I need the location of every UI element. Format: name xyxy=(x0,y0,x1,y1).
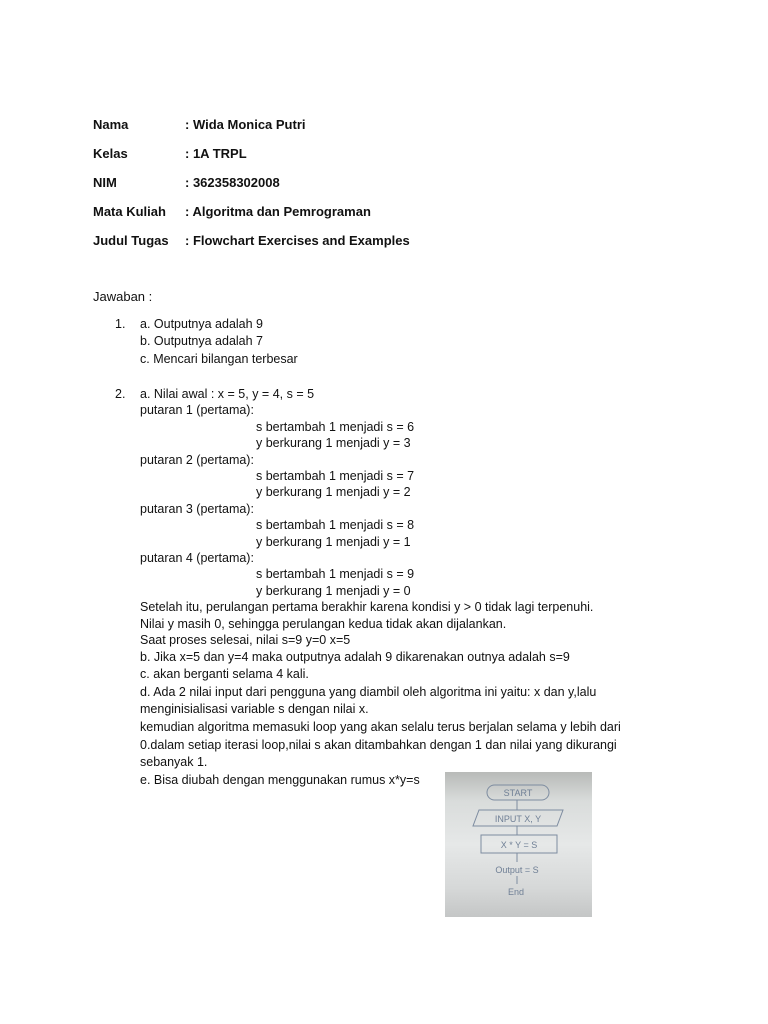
q1-line: b. Outputnya adalah 7 xyxy=(140,334,264,348)
header-label: Nama xyxy=(93,117,129,132)
flowchart-diagram xyxy=(445,772,592,917)
q2-line: Nilai y masih 0, sehingga perulangan kedua tidak akan dijalankan. xyxy=(140,617,507,631)
q1-line: c. Mencari bilangan terbesar xyxy=(140,352,298,366)
q2-line: putaran 1 (pertama): xyxy=(140,403,254,417)
header-label: Mata Kuliah xyxy=(93,204,166,219)
q2-line: s bertambah 1 menjadi s = 8 xyxy=(256,518,415,532)
q2-line: putaran 3 (pertama): xyxy=(140,502,254,516)
q2-line: y berkurang 1 menjadi y = 1 xyxy=(256,535,411,549)
jawaban-heading: Jawaban : xyxy=(93,289,153,304)
q2-line: y berkurang 1 menjadi y = 2 xyxy=(256,485,411,499)
flowchart-end-label: End xyxy=(507,887,525,897)
q2-line: y berkurang 1 menjadi y = 0 xyxy=(256,584,411,598)
q2-line: putaran 4 (pertama): xyxy=(140,551,254,565)
q2-line: b. Jika x=5 dan y=4 maka outputnya adalah 9 dikarenakan outnya adalah s=9 xyxy=(140,650,570,664)
q1-line: a. Outputnya adalah 9 xyxy=(140,317,264,331)
q2-line: 0.dalam setiap iterasi loop,nilai s akan ditambahkan dengan 1 dan nilai yang dikurangi xyxy=(140,738,617,752)
q2-line: Saat proses selesai, nilai s=9 y=0 x=5 xyxy=(140,633,351,647)
q1-number: 1. xyxy=(115,317,126,331)
q2-line: Setelah itu, perulangan pertama berakhir karena kondisi y > 0 tidak lagi terpenuhi. xyxy=(140,600,594,614)
q2-line: e. Bisa diubah dengan menggunakan rumus x*y=s xyxy=(140,773,420,787)
q2-line: a. Nilai awal : x = 5, y = 4, s = 5 xyxy=(140,387,315,401)
flowchart-output-label: Output = S xyxy=(495,865,539,875)
header-value: : Algoritma dan Pemrograman xyxy=(185,204,371,219)
q2-line: s bertambah 1 menjadi s = 6 xyxy=(256,420,415,434)
header-value: : 1A TRPL xyxy=(185,146,247,161)
header-label: NIM xyxy=(93,175,117,190)
flowchart-start-label: START xyxy=(503,788,533,798)
header-label: Judul Tugas xyxy=(93,233,169,248)
q2-line: d. Ada 2 nilai input dari pengguna yang diambil oleh algoritma ini yaitu: x dan y,lalu xyxy=(140,685,597,699)
q2-line: s bertambah 1 menjadi s = 9 xyxy=(256,567,415,581)
q2-line: c. akan berganti selama 4 kali. xyxy=(140,667,309,681)
flowchart-photo xyxy=(445,772,592,917)
header-value: : Wida Monica Putri xyxy=(185,117,306,132)
flowchart-input-label: INPUT X, Y xyxy=(494,814,542,824)
q2-line: putaran 2 (pertama): xyxy=(140,453,254,467)
header-value: : Flowchart Exercises and Examples xyxy=(185,233,410,248)
q2-number: 2. xyxy=(115,387,126,401)
header-label: Kelas xyxy=(93,146,128,161)
q2-line: s bertambah 1 menjadi s = 7 xyxy=(256,469,415,483)
header-value: : 362358302008 xyxy=(185,175,280,190)
q2-line: sebanyak 1. xyxy=(140,755,208,769)
q2-line: menginisialisasi variable s dengan nilai x. xyxy=(140,702,369,716)
q2-line: kemudian algoritma memasuki loop yang akan selalu terus berjalan selama y lebih dari xyxy=(140,720,621,734)
q2-line: y berkurang 1 menjadi y = 3 xyxy=(256,436,411,450)
flowchart-process-label: X * Y = S xyxy=(500,840,538,850)
